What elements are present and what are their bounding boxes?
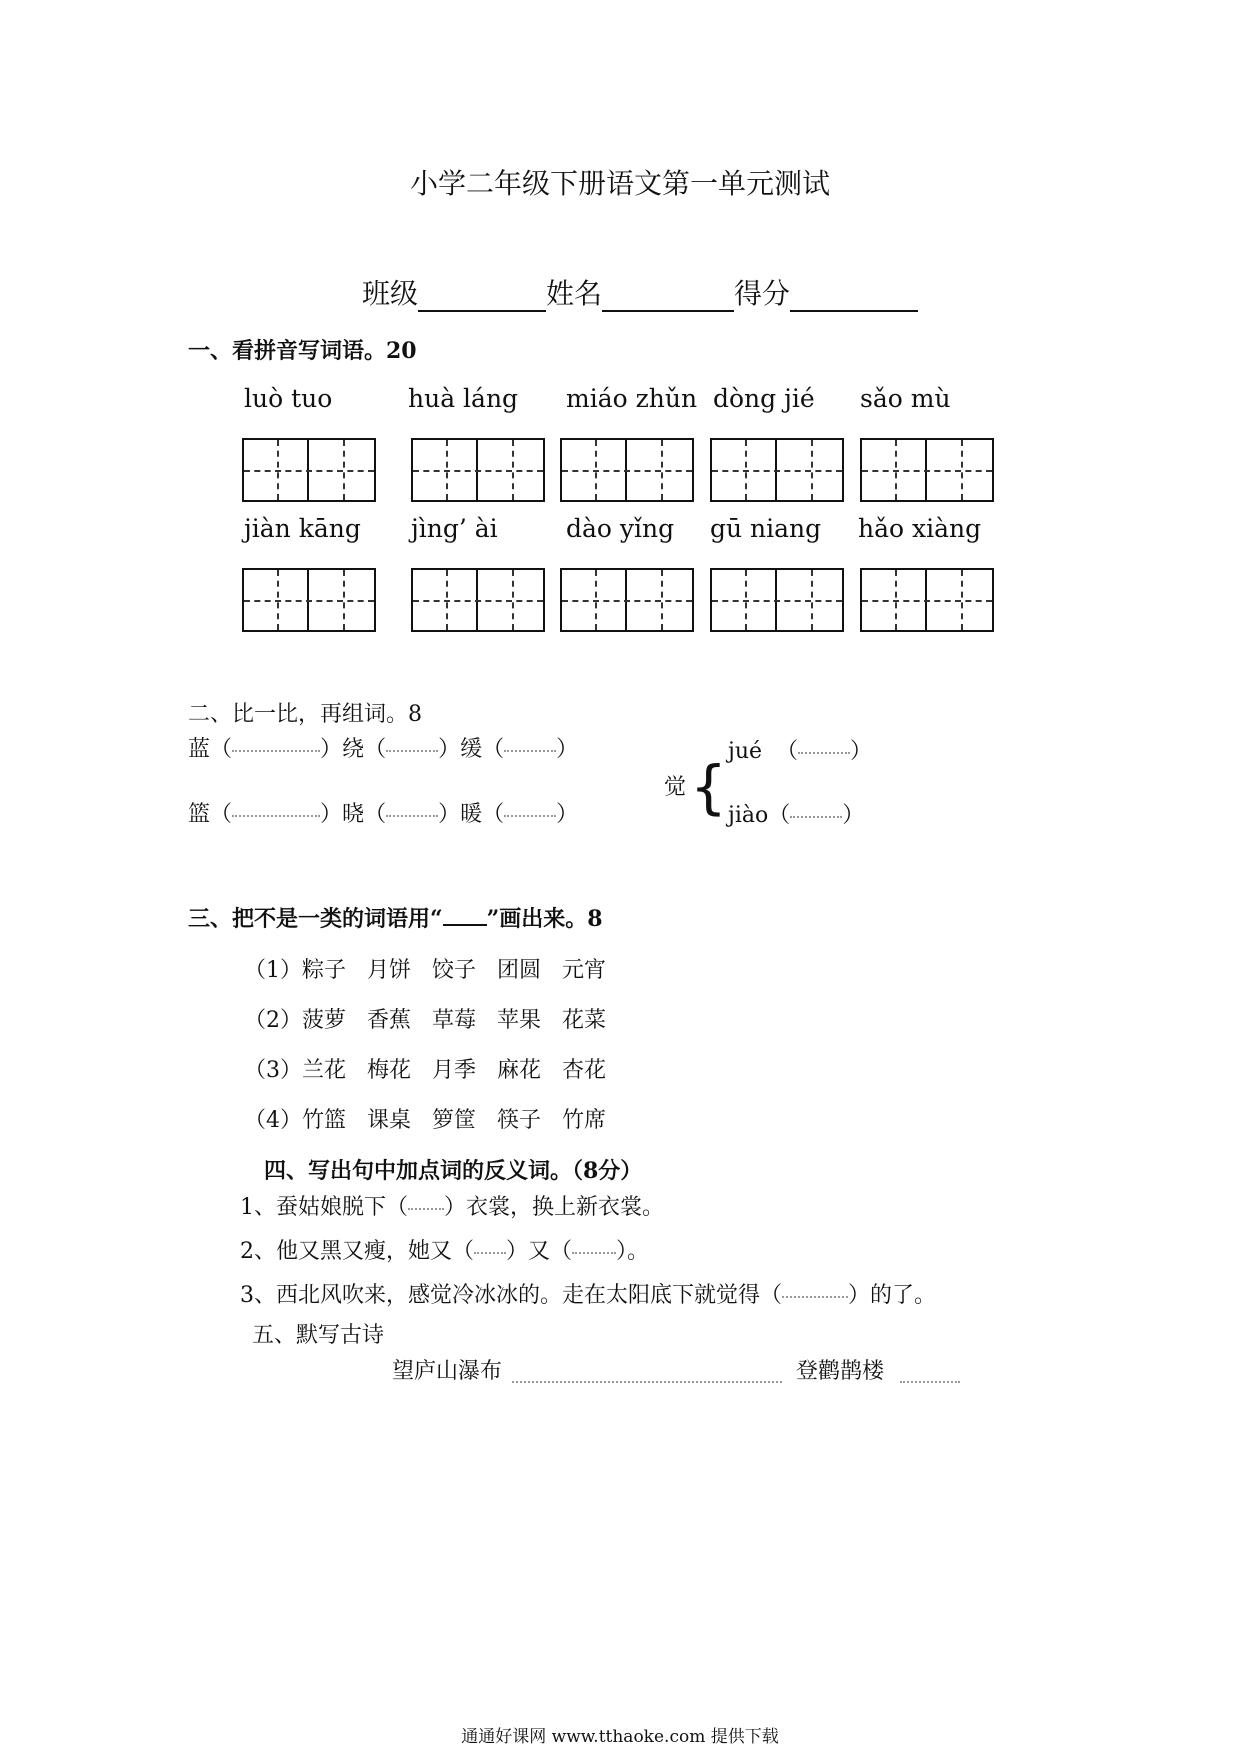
antonym-blank-2[interactable] xyxy=(474,1250,506,1254)
pinyin-1-4: dòng jié xyxy=(713,384,815,413)
section4-heading: 四、写出句中加点词的反义词。（8分） xyxy=(264,1158,643,1184)
poem-2-answer-area[interactable] xyxy=(900,1379,960,1383)
poem-title-2: 登鹳鹊楼 xyxy=(796,1359,885,1384)
word[interactable]: 箩筐 xyxy=(432,1108,477,1133)
class-label: 班级 xyxy=(362,277,419,310)
char-xiao: 晓 xyxy=(342,802,365,827)
char-jue: 觉 xyxy=(664,775,687,800)
class-blank[interactable] xyxy=(418,280,546,312)
page-title: 小学二年级下册语文第一单元测试 xyxy=(409,167,830,200)
poem-1-answer-area[interactable] xyxy=(512,1379,782,1383)
writing-box-1-2[interactable] xyxy=(411,438,545,502)
classify-item-1: （1）粽子 月饼 饺子 团圆 元宵 xyxy=(244,958,607,983)
antonym-sentence-1: 1、蚕姑娘脱下（ ）衣裳，换上新衣裳。 xyxy=(240,1195,665,1220)
word[interactable]: 菠萝 xyxy=(302,1008,347,1033)
section5-heading: 五、默写古诗 xyxy=(252,1323,385,1348)
word[interactable]: 香蕉 xyxy=(367,1008,412,1033)
word[interactable]: 月饼 xyxy=(367,958,412,983)
word[interactable]: 竹篮 xyxy=(302,1108,347,1133)
writing-box-2-4[interactable] xyxy=(710,568,844,632)
pinyin-jiao: jiào xyxy=(728,803,769,828)
writing-box-1-1[interactable] xyxy=(242,438,376,502)
word[interactable]: 团圆 xyxy=(497,958,542,983)
pinyin-1-1: luò tuo xyxy=(244,384,333,413)
writing-box-1-5[interactable] xyxy=(860,438,994,502)
classify-item-3: （3）兰花 梅花 月季 麻花 杏花 xyxy=(244,1058,607,1083)
section2-heading: 二、比一比，再组词。8 xyxy=(188,702,422,727)
brace-icon: { xyxy=(690,753,727,821)
pinyin-jue: jué xyxy=(728,739,763,764)
char-nuan: 暖 xyxy=(460,802,483,827)
word[interactable]: 兰花 xyxy=(302,1058,347,1083)
footer-credit: 通通好课网 www.tthaoke.com 提供下载 xyxy=(461,1727,779,1747)
classify-item-4: （4）竹篮 课桌 箩筐 筷子 竹席 xyxy=(244,1108,607,1133)
char-rao: 绕 xyxy=(342,737,365,762)
classify-item-2: （2）菠萝 香蕉 草莓 苹果 花菜 xyxy=(244,1008,607,1033)
pinyin-2-4: gū niang xyxy=(710,514,822,543)
writing-box-2-3[interactable] xyxy=(560,568,694,632)
word[interactable]: 杏花 xyxy=(562,1058,607,1083)
score-label: 得分 xyxy=(734,277,791,310)
poem-title-1: 望庐山瀑布 xyxy=(392,1359,503,1384)
pinyin-1-5: sǎo mù xyxy=(860,384,951,413)
section1-heading: 一、看拼音写词语。20 xyxy=(188,338,417,364)
answer-blank-lan2[interactable] xyxy=(232,813,320,817)
answer-blank-nuan[interactable] xyxy=(504,813,556,817)
compare-row-1: 蓝（ ）绕（ ）缓（ ） xyxy=(188,737,579,762)
jue-row-2: jiào（ ） xyxy=(728,803,865,828)
word[interactable]: 麻花 xyxy=(497,1058,542,1083)
writing-box-2-5[interactable] xyxy=(860,568,994,632)
pinyin-2-3: dào yǐng xyxy=(566,514,675,543)
name-blank[interactable] xyxy=(602,280,734,312)
answer-blank-jue[interactable] xyxy=(798,750,850,754)
word[interactable]: 月季 xyxy=(432,1058,477,1083)
answer-blank-rao[interactable] xyxy=(386,748,438,752)
answer-blank-huan[interactable] xyxy=(504,748,556,752)
info-line xyxy=(362,272,918,312)
underline-sample xyxy=(443,906,487,926)
word[interactable]: 竹席 xyxy=(562,1108,607,1133)
word[interactable]: 梅花 xyxy=(367,1058,412,1083)
char-lan: 蓝 xyxy=(188,737,211,762)
word[interactable]: 草莓 xyxy=(432,1008,477,1033)
pinyin-2-5: hǎo xiàng xyxy=(858,514,982,543)
pinyin-1-3: miáo zhǔn xyxy=(566,384,698,413)
answer-blank-xiao[interactable] xyxy=(386,813,438,817)
char-huan: 缓 xyxy=(460,737,483,762)
char-lan2: 篮 xyxy=(188,802,211,827)
section3-heading: 三、把不是一类的词语用“ ”画出来。8 xyxy=(188,906,603,932)
antonym-blank-4[interactable] xyxy=(782,1294,848,1298)
word[interactable]: 元宵 xyxy=(562,958,607,983)
antonym-blank-3[interactable] xyxy=(572,1250,616,1254)
antonym-blank-1[interactable] xyxy=(408,1206,444,1210)
writing-box-1-3[interactable] xyxy=(560,438,694,502)
writing-box-2-1[interactable] xyxy=(242,568,376,632)
word[interactable]: 花菜 xyxy=(562,1008,607,1033)
jue-row-1: jué （ ） xyxy=(728,739,873,764)
word[interactable]: 饺子 xyxy=(432,958,477,983)
score-blank[interactable] xyxy=(790,280,918,312)
pinyin-2-1: jiàn kāng xyxy=(244,514,361,543)
writing-box-1-4[interactable] xyxy=(710,438,844,502)
answer-blank-jiao[interactable] xyxy=(790,814,842,818)
word[interactable]: 课桌 xyxy=(367,1108,412,1133)
answer-blank-lan[interactable] xyxy=(232,748,320,752)
antonym-sentence-3: 3、西北风吹来，感觉冷冰冰的。走在太阳底下就觉得（ ）的了。 xyxy=(240,1283,937,1308)
name-label: 姓名 xyxy=(546,277,603,310)
word[interactable]: 筷子 xyxy=(497,1108,542,1133)
antonym-sentence-2: 2、他又黑又瘦，她又（ ）又（ ）。 xyxy=(240,1239,650,1264)
pinyin-2-2: jìng’ ài xyxy=(411,514,498,543)
compare-row-2: 篮（ ）晓（ ）暖（ ） xyxy=(188,802,579,827)
word[interactable]: 粽子 xyxy=(302,958,347,983)
word[interactable]: 苹果 xyxy=(497,1008,542,1033)
writing-box-2-2[interactable] xyxy=(411,568,545,632)
pinyin-1-2: huà láng xyxy=(408,384,519,413)
